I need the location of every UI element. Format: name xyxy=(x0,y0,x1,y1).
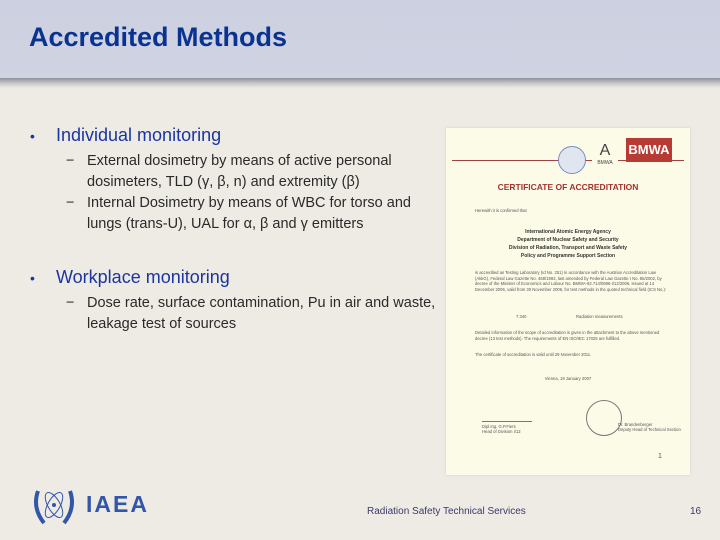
signature-left xyxy=(482,403,532,422)
seal-logo-icon xyxy=(558,146,586,174)
cert-page: 1 xyxy=(658,453,662,460)
iaea-logo-text: IAEA xyxy=(86,491,149,517)
cert-body: is accredited as Testing Laboratory (Id No. 251) in accordance with the Austrian Accreditation Law (AkkG), Federal Law Gazette No. 468/1992, last amended by Federal Law Gazette I No. 85/2002, by decree of the Minister of Economics and Labour No. BMWA-92.714/0696-I/12/2006, issued at 14 December 2006, valid from 30 November 2006, for test methods in the quoted technical field (ICS No.): xyxy=(475,270,667,292)
sub-bullet: − External dosimetry by means of active personal dosimeters, TLD (γ, β, n) and extremity (β) xyxy=(66,153,392,190)
bmwa-brand-logo: BMWA xyxy=(626,138,672,162)
bullet-individual-monitoring: • Individual monitoring xyxy=(30,125,222,145)
official-stamp-icon xyxy=(586,400,622,436)
bmwa-logo-icon: A BMWA xyxy=(592,142,618,170)
slide-title: Accredited Methods xyxy=(29,22,288,52)
cert-field-code: 7.340 xyxy=(516,314,527,319)
slide-number: 16 xyxy=(690,506,702,517)
iaea-emblem-icon xyxy=(30,483,78,528)
cert-org: International Atomic Energy Agency Department of Nuclear Safety and Security Division of Radiation, Transport and Waste Safety Policy and Programme Support Section xyxy=(508,229,628,259)
cert-validity: The certificate of accreditation is valid until 29 November 2011. xyxy=(475,352,592,357)
sub-bullet: − Dose rate, surface contamination, Pu in air and waste, leakage test of sources xyxy=(66,295,436,332)
sub-bullet: − Internal Dosimetry by means of WBC for torso and lungs (trans-U), UAL for α, β and γ emitters xyxy=(66,195,411,232)
cert-detail: Detailed information of the scope of accreditation is given in the attachment to the above mentioned decree (13 test methods). The requirements of EN ISO/IEC 17025 are fulfilled. xyxy=(475,330,660,341)
cert-date: Vienna, 19 January 2007 xyxy=(544,376,592,381)
bullet-workplace-monitoring: • Workplace monitoring xyxy=(30,267,230,287)
footer-text: Radiation Safety Technical Services xyxy=(367,506,526,517)
title-divider xyxy=(0,78,720,88)
certificate-heading: CERTIFICATE OF ACCREDITATION xyxy=(497,182,639,192)
certificate-image xyxy=(446,128,690,475)
cert-sig-right: Dr. Brandenberger Deputy Head of Technical Section xyxy=(618,422,681,432)
cert-sig-left: Dipl.Ing. G.P.Fiers Head of Division I/12 xyxy=(482,424,521,434)
cert-intro: Herewith it is confirmed that xyxy=(475,208,527,213)
cert-field-name: Radiation measurements xyxy=(576,314,623,319)
